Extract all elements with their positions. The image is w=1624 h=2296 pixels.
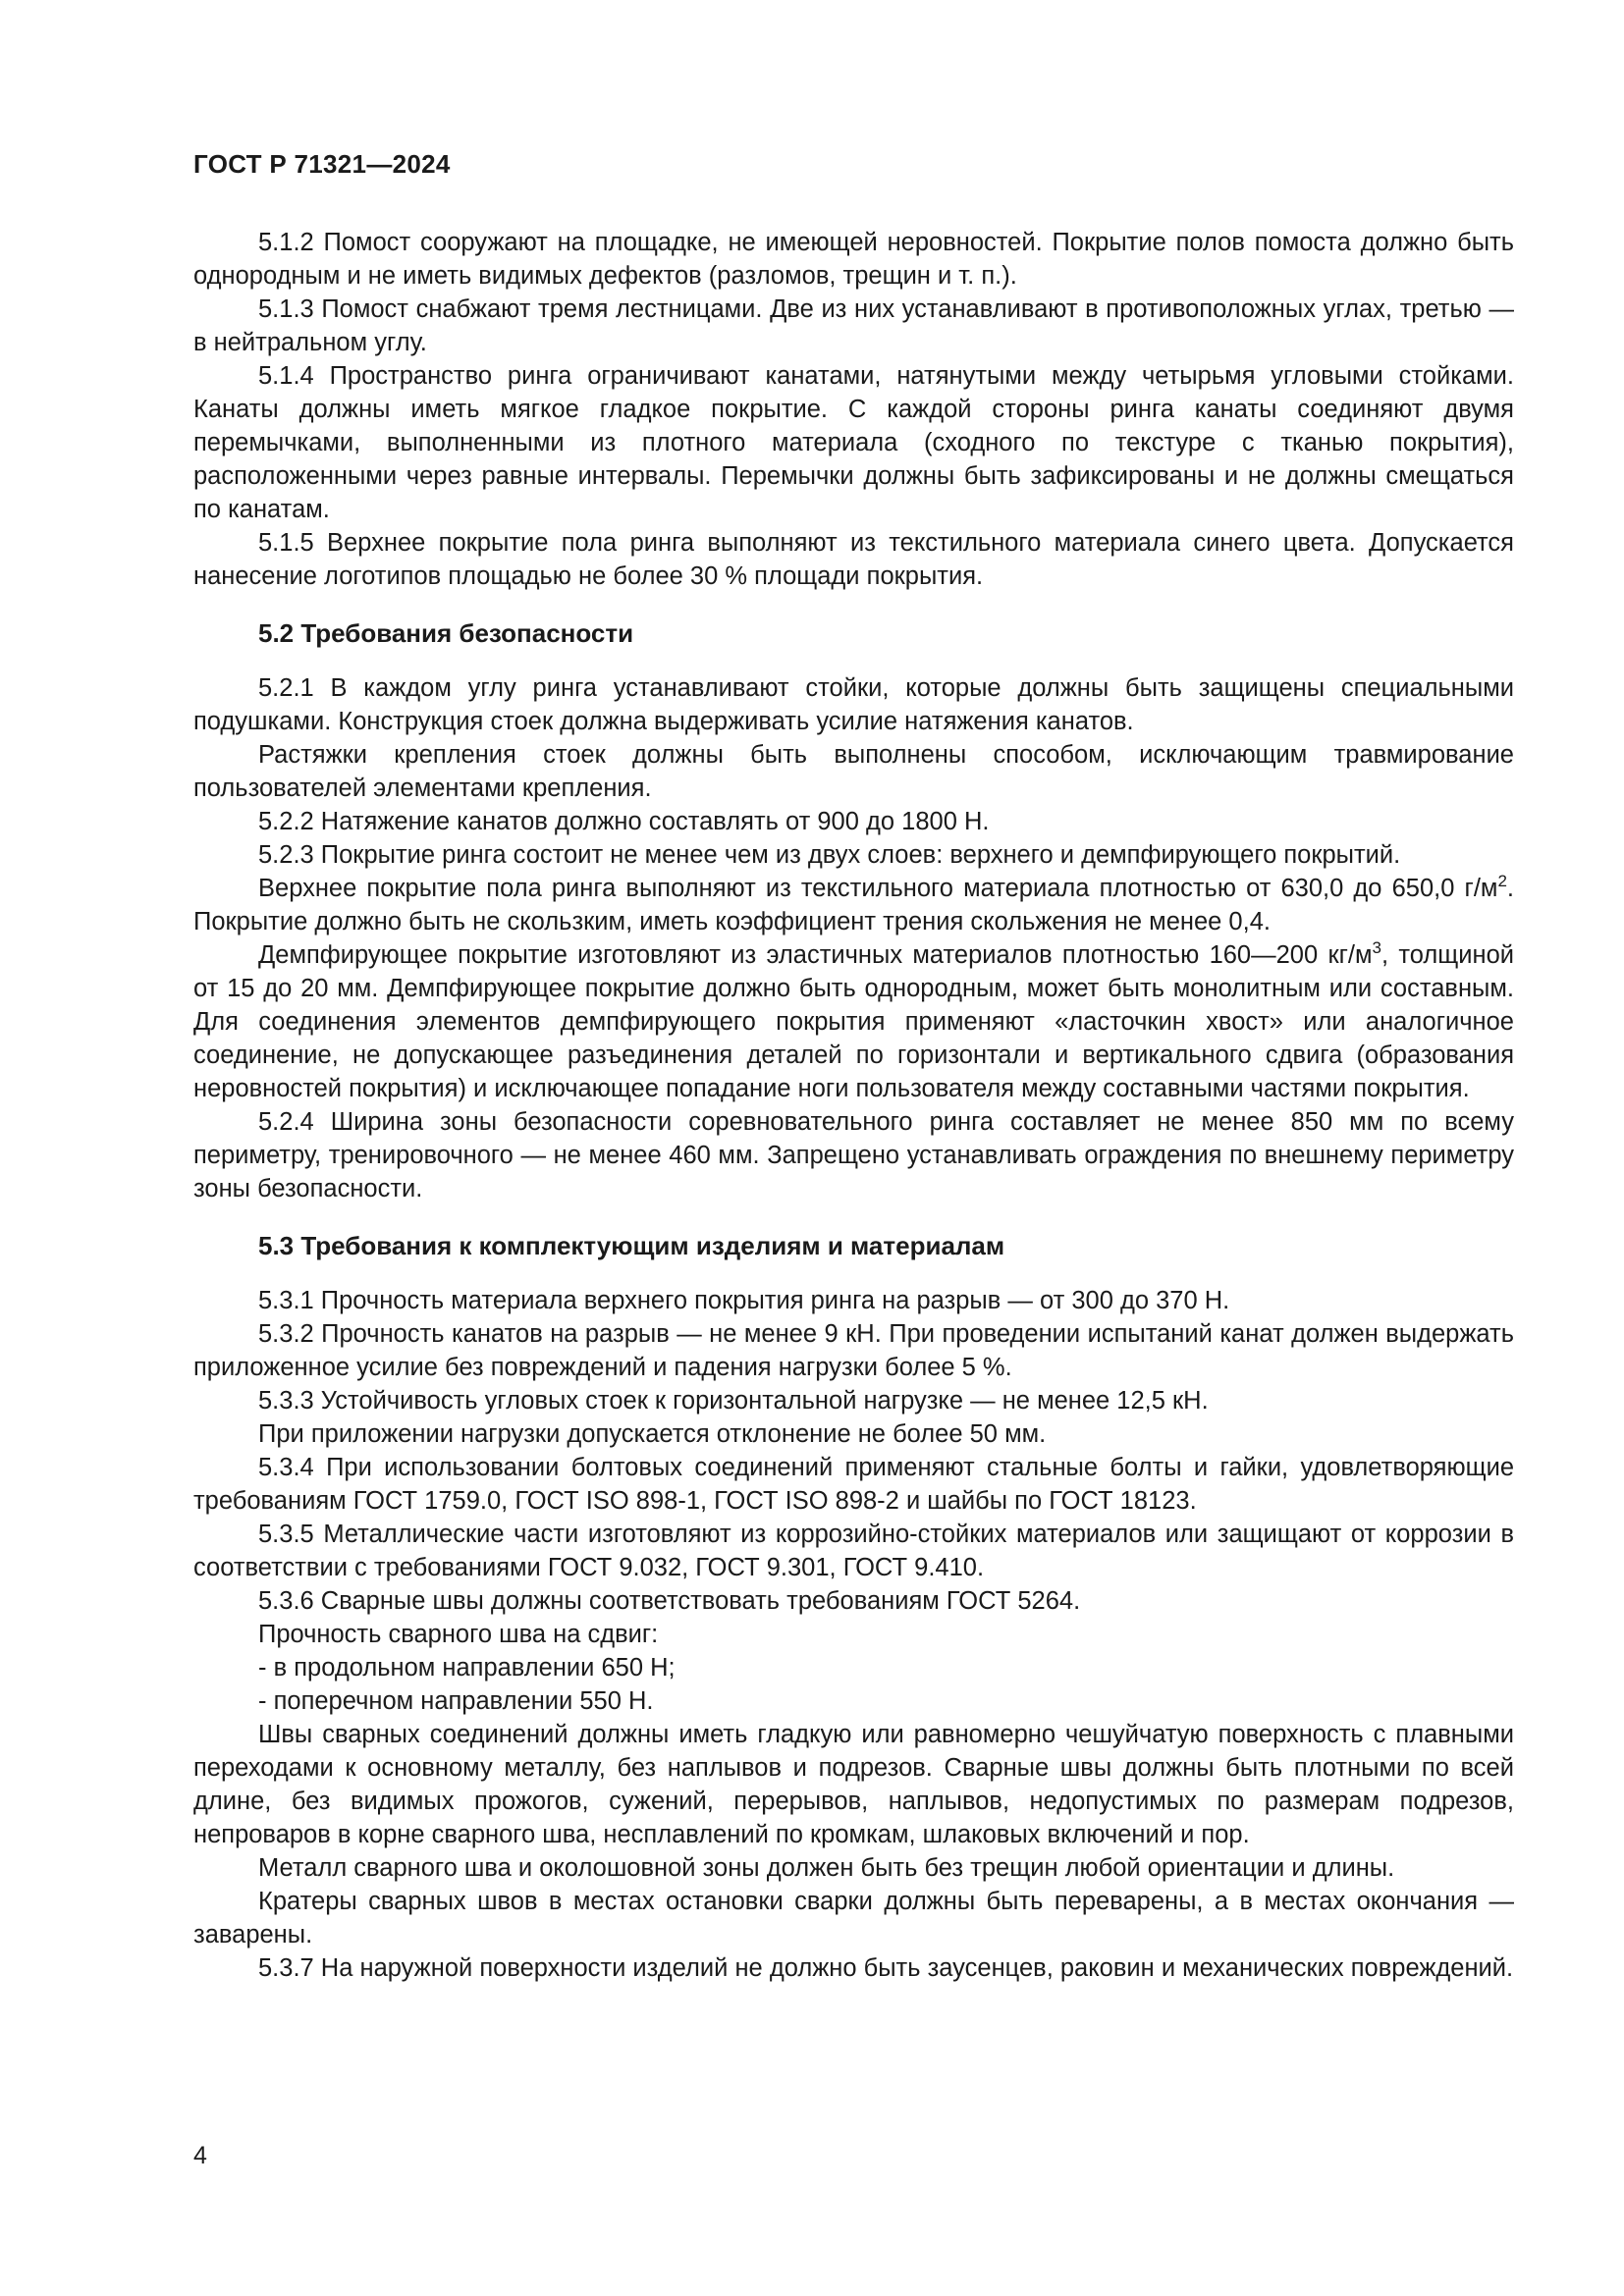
clause-5-3-3: 5.3.3 Устойчивость угловых стоек к горизонтальной нагрузке — не менее 12,5 кН. [258,1387,1209,1415]
superscript: 2 [1497,872,1507,890]
list-item: - в продольном направлении 650 Н; [258,1654,676,1682]
document-header: ГОСТ Р 71321—2024 [193,149,451,179]
clause-5-3-1: 5.3.1 Прочность материала верхнего покрытия ринга на разрыв — от 300 до 370 Н. [258,1287,1230,1314]
clause-5-3-5: 5.3.5 Металлические части изготовляют из коррозийно-стойких материалов или защищают от коррозии в соответствии с требованиями ГОСТ 9.032, ГОСТ 9.301, ГОСТ 9.410. [193,1521,1514,1581]
clause-5-3-6-craters: Кратеры сварных швов в местах остановки сварки должны быть переварены, а в местах окончания — заварены. [193,1888,1514,1949]
clause-5-1-5: 5.1.5 Верхнее покрытие пола ринга выполняют из текстильного материала синего цвета. Допускается нанесение логотипов площадью не более 30 % площади покрытия. [193,529,1514,590]
text-segment: . Покрытие должно быть не скользким, иметь коэффициент трения скольжения не менее 0,4. [193,875,1514,935]
clause-5-2-3-top-cover [193,872,1514,938]
clause-5-2-2: 5.2.2 Натяжение канатов должно составлять от 900 до 1800 Н. [258,808,990,835]
clause-5-1-3: 5.1.3 Помост снабжают тремя лестницами. Две из них устанавливают в противоположных углах, третью — в нейтральном углу. [193,295,1514,356]
clause-5-3-6-shear: Прочность сварного шва на сдвиг: [258,1621,659,1648]
clause-5-3-6: 5.3.6 Сварные швы должны соответствовать требованиям ГОСТ 5264. [258,1587,1081,1615]
clause-5-2-1-extra: Растяжки крепления стоек должны быть выполнены способом, исключающим травмирование пользователей элементами крепления. [193,741,1514,802]
clause-5-3-4: 5.3.4 При использовании болтовых соединений применяют стальные болты и гайки, удовлетворяющие требованиям ГОСТ 1759.0, ГОСТ ISO 898-1, ГОСТ ISO 898-2 и шайбы по ГОСТ 18123. [193,1454,1514,1515]
page-number: 4 [193,2142,207,2169]
superscript: 3 [1372,938,1381,957]
document-body [193,226,1514,1985]
clause-5-1-4: 5.1.4 Пространство ринга ограничивают канатами, натянутыми между четырьмя угловыми стойками. Канаты должны иметь мягкое гладкое покрытие. С каждой стороны ринга канаты соединяют двумя перемычками, выполненными из плотного материала (сходного по текстуре с тканью покрытия), расположенными через равные интервалы. Перемычки должны быть зафиксированы и не должны смещаться по канатам. [193,362,1514,523]
clause-5-3-6-seams: Швы сварных соединений должны иметь гладкую или равномерно чешуйчатую поверхность с плавными переходами к основному металлу, без наплывов и подрезов. Сварные швы должны быть плотными по всей длине, без видимых прожогов, сужений, перерывов, наплывов, недопустимых по размерам подрезов, непроваров в корне сварного шва, несплавлений по кромкам, шлаковых включений и пор. [193,1721,1514,1848]
text-segment: , толщиной от 15 до 20 мм. Демпфирующее покрытие должно быть однородным, может быть монолитным или составным. Для соединения элементов демпфирующего покрытия применяют «ласточкин хвост» или аналогичное соединение, не допускающее разъединения деталей по горизонтали и вертикального сдвига (образования неровностей покрытия) и исключающее попадание ноги пользователя между составными частями покрытия. [193,941,1515,1102]
section-heading-5-2: 5.2 Требования безопасности [258,618,634,648]
clause-5-2-3-damping-cover [193,938,1514,1105]
clause-5-3-3-extra: При приложении нагрузки допускается отклонение не более 50 мм. [258,1420,1047,1448]
clause-5-3-7: 5.3.7 На наружной поверхности изделий не должно быть заусенцев, раковин и механических повреждений. [258,1954,1514,1982]
clause-5-2-1: 5.2.1 В каждом углу ринга устанавливают стойки, которые должны быть защищены специальными подушками. Конструкция стоек должна выдерживать усилие натяжения канатов. [193,674,1514,735]
clause-5-2-3: 5.2.3 Покрытие ринга состоит не менее чем из двух слоев: верхнего и демпфирующего покрытий. [258,841,1401,869]
clause-5-2-4: 5.2.4 Ширина зоны безопасности соревновательного ринга составляет не менее 850 мм по всему периметру, тренировочного — не менее 460 мм. Запрещено устанавливать ограждения по внешнему периметру зоны безопасности. [193,1108,1514,1202]
list-item: - поперечном направлении 550 Н. [258,1687,654,1715]
text-segment: Верхнее покрытие пола ринга выполняют из текстильного материала плотностью от 630,0 до 650,0 г/м [258,875,1498,902]
clause-5-3-2: 5.3.2 Прочность канатов на разрыв — не менее 9 кН. При проведении испытаний канат должен выдержать приложенное усилие без повреждений и падения нагрузки более 5 %. [193,1320,1514,1381]
text-segment: Демпфирующее покрытие изготовляют из эластичных материалов плотностью 160—200 кг/м [258,941,1373,969]
clause-5-1-2: 5.1.2 Помост сооружают на площадке, не имеющей неровностей. Покрытие полов помоста должно быть однородным и не иметь видимых дефектов (разломов, трещин и т. п.). [193,229,1514,290]
section-heading-5-3: 5.3 Требования к комплектующим изделиям и материалам [258,1231,1005,1260]
clause-5-3-6-metal: Металл сварного шва и околошовной зоны должен быть без трещин любой ориентации и длины. [258,1854,1395,1882]
